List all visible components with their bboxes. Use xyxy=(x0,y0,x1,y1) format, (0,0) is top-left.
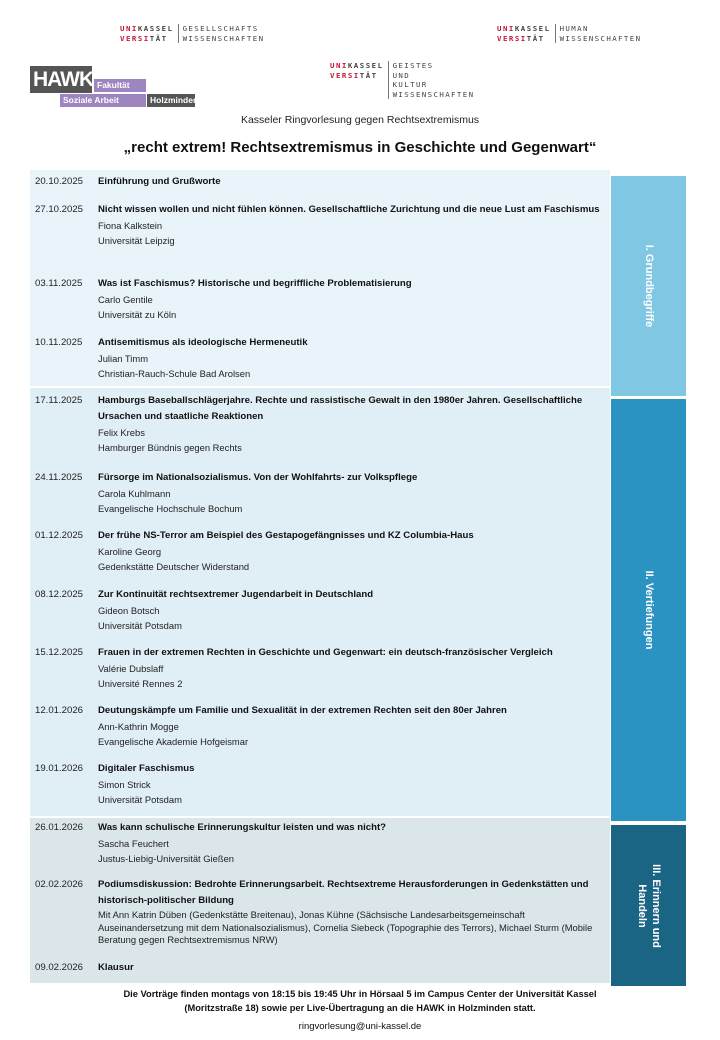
lecture-date: 27.10.2025 xyxy=(35,204,84,215)
logo-hawk xyxy=(30,66,199,110)
lecture-date: 10.11.2025 xyxy=(35,337,83,348)
contact-email[interactable]: ringvorlesung@uni-kassel.de xyxy=(298,1021,422,1032)
section-label-bar-3 xyxy=(611,825,686,986)
lecture-institution: Universität Potsdam xyxy=(98,794,182,805)
lecture-institution: Evangelische Hochschule Bochum xyxy=(98,503,243,514)
lecture-title: Was ist Faschismus? Historische und begriffliche Problematisierung xyxy=(98,278,412,289)
lecture-speaker: Sascha Feuchert xyxy=(98,838,169,849)
section-label-bar-2 xyxy=(611,399,686,821)
logo-uni-kassel-gesellschaftswissenschaften xyxy=(120,24,264,43)
lecture-speaker: Valérie Dubslaff xyxy=(98,663,164,674)
section-vertiefungen xyxy=(30,388,610,816)
lecture-date: 19.01.2026 xyxy=(35,763,84,774)
uni-kassel-wordmark: UNIKASSEL VERSITÄT xyxy=(120,24,174,43)
faculty-name: HUMAN WISSENSCHAFTEN xyxy=(559,24,642,43)
logo-uni-kassel-geistes-kulturwissenschaften xyxy=(330,61,474,99)
section-label-bar-1 xyxy=(611,176,686,396)
lecture-institution: Universität zu Köln xyxy=(98,309,177,320)
venue-note: Die Vorträge finden montags von 18:15 bis 19:45 Uhr in Hörsaal 5 im Campus Center der Universität Kassel (Moritzstraße 18) sowie per Live-Übertragung an die HAWK in Holzminden statt. xyxy=(123,989,597,1013)
lecture-date: 01.12.2025 xyxy=(35,530,84,541)
faculty-name: GEISTES UND KULTUR WISSENSCHAFTEN xyxy=(392,61,475,99)
hawk-wordmark: HAWK xyxy=(30,66,92,93)
lecture-date: 15.12.2025 xyxy=(35,647,84,658)
lecture-date: 20.10.2025 xyxy=(35,176,84,187)
lecture-speaker: Carlo Gentile xyxy=(98,294,153,305)
lecture-date: 09.02.2026 xyxy=(35,962,84,973)
lecture-institution: Gedenkstätte Deutscher Widerstand xyxy=(98,561,250,572)
lecture-speaker: Karoline Georg xyxy=(98,546,162,557)
hawk-fakultaet-label: Fakultät xyxy=(94,79,146,92)
hawk-location-label: Holzminden xyxy=(147,94,195,107)
logo-divider xyxy=(178,24,179,43)
lecture-speaker: Ann-Kathrin Mogge xyxy=(98,721,179,732)
lecture-speaker: Fiona Kalkstein xyxy=(98,220,163,231)
lecture-date: 12.01.2026 xyxy=(35,705,84,716)
lecture-date: 26.01.2026 xyxy=(35,822,84,833)
section-label: III. Erinnern und Handeln xyxy=(635,863,662,948)
lecture-institution: Universität Leipzig xyxy=(98,235,175,246)
lecture-date: 17.11.2025 xyxy=(35,395,83,406)
lecture-institution: Evangelische Akademie Hofgeismar xyxy=(98,736,249,747)
lecture-date: 03.11.2025 xyxy=(35,278,83,289)
section-grundbegriffe xyxy=(30,170,610,386)
lecture-title: Fürsorge im Nationalsozialismus. Von der Wohlfahrts- zur Volkspflege xyxy=(98,472,418,483)
section-label: II. Vertiefungen xyxy=(642,570,655,650)
lecture-speaker: Felix Krebs xyxy=(98,427,145,438)
lecture-speaker: Julian Timm xyxy=(98,353,149,364)
lecture-speaker: Simon Strick xyxy=(98,779,151,790)
lecture-institution: Universität Potsdam xyxy=(98,620,182,631)
lecture-speaker: Carola Kuhlmann xyxy=(98,488,171,499)
lecture-title: Was kann schulische Erinnerungskultur leisten und was nicht? xyxy=(98,822,387,833)
lecture-speaker: Gideon Botsch xyxy=(98,605,160,616)
uni-kassel-wordmark: UNIKASSEL VERSITÄT xyxy=(497,24,551,43)
faculty-name: GESELLSCHAFTS WISSENSCHAFTEN xyxy=(182,24,265,43)
series-subtitle: Kasseler Ringvorlesung gegen Rechtsextremismus xyxy=(240,114,480,126)
page-title: „recht extrem! Rechtsextremismus in Geschichte und Gegenwart“ xyxy=(123,139,597,156)
lecture-title: Der frühe NS-Terror am Beispiel des Gestapogefängnisses und KZ Columbia-Haus xyxy=(98,530,474,541)
lecture-institution: Christian-Rauch-Schule Bad Arolsen xyxy=(98,368,251,379)
logo-divider xyxy=(555,24,556,43)
lecture-date: 02.02.2026 xyxy=(35,879,84,890)
logo-uni-kassel-humanwissenschaften xyxy=(497,24,641,43)
panel-participants: Mit Ann Katrin Düben (Gedenkstätte Breitenau), Jonas Kühne (Sächsische Landesarbeitsgemeinschaft Auseinandersetzung mit dem Nationalsozialismus), Cornelia Siebeck (Topographie des Terrors), Michael Sturm (Mobile Beratung gegen Rechtsextremismus NRW) xyxy=(98,909,593,945)
lecture-title: Frauen in der extremen Rechten in Geschichte und Gegenwart: ein deutsch-französischer Vergleich xyxy=(98,647,553,658)
lecture-title: Deutungskämpfe um Familie und Sexualität in der extremen Rechten seit den 80er Jahren xyxy=(98,705,507,716)
lecture-institution: Justus-Liebig-Universität Gießen xyxy=(98,853,234,864)
lecture-institution: Hamburger Bündnis gegen Rechts xyxy=(98,442,242,453)
logo-divider xyxy=(388,61,389,99)
uni-kassel-wordmark: UNIKASSEL VERSITÄT xyxy=(330,61,384,80)
lecture-title: Einführung und Grußworte xyxy=(98,176,221,187)
lecture-date: 24.11.2025 xyxy=(35,472,83,483)
lecture-title: Hamburgs Baseballschlägerjahre. Rechte und rassistische Gewalt in den 1980er Jahren. Gesellschaftliche Ursachen und staatliche Reaktionen xyxy=(98,395,583,422)
hawk-unit-label: Soziale Arbeit xyxy=(60,94,146,107)
lecture-date: 08.12.2025 xyxy=(35,589,84,600)
lecture-title: Antisemitismus als ideologische Hermeneutik xyxy=(98,337,308,348)
lecture-title: Klausur xyxy=(98,962,134,973)
lecture-title: Digitaler Faschismus xyxy=(98,763,195,774)
lecture-title: Zur Kontinuität rechtsextremer Jugendarbeit in Deutschland xyxy=(98,589,374,600)
section-label: I. Grundbegriffe xyxy=(642,244,655,328)
lecture-institution: Université Rennes 2 xyxy=(98,678,183,689)
lecture-title: Nicht wissen wollen und nicht fühlen können. Gesellschaftliche Zurichtung und die neue Lust am Faschismus xyxy=(98,204,600,215)
section-erinnern-und-handeln xyxy=(30,818,610,983)
lecture-title: Podiumsdiskussion: Bedrohte Erinnerungsarbeit. Rechtsextreme Herausforderungen in Gedenkstätten und historisch-politischer Bildung xyxy=(98,879,589,906)
